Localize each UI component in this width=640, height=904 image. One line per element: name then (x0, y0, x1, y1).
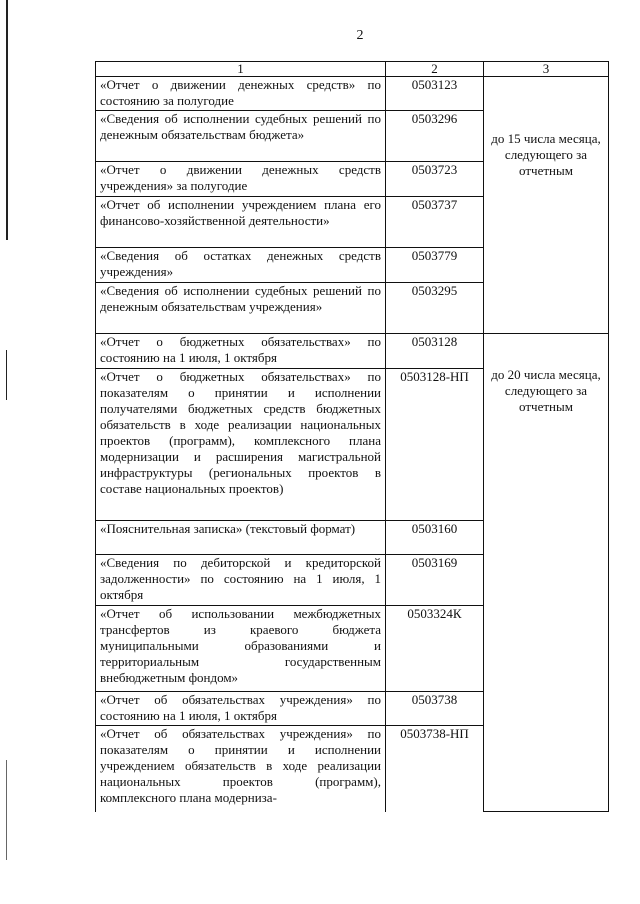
form-code: 0503779 (386, 248, 484, 283)
form-code: 0503160 (386, 521, 484, 555)
form-code: 0503295 (386, 283, 484, 334)
column-header-2: 2 (386, 62, 484, 77)
deadline-cell (484, 77, 609, 334)
form-name: «Пояснительная записка» (текстовый формат) (96, 521, 386, 555)
deadline-text: до 20 числа месяца, следующего за отчетным (491, 367, 601, 414)
form-name: «Отчет о движении денежных средств учреждения» за полугодие (96, 162, 386, 197)
form-name: «Сведения по дебиторской и кредиторской задолженности» по состоянию на 1 июля, 1 октября (96, 555, 386, 606)
page-number: 2 (356, 28, 364, 43)
deadline-text: до 15 числа месяца, следующего за отчетным (491, 131, 601, 178)
form-code: 0503123 (386, 77, 484, 111)
table-header-row (96, 62, 609, 77)
form-code: 0503737 (386, 197, 484, 248)
form-code: 0503296 (386, 111, 484, 162)
form-name: «Отчет об обязательствах учреждения» по состоянию на 1 июля, 1 октября (96, 692, 386, 726)
form-code: 0503128-НП (386, 369, 484, 521)
form-code: 0503169 (386, 555, 484, 606)
table-row (96, 334, 609, 369)
form-name: «Отчет о бюджетных обязательствах» по показателям о принятии и исполнении получателями бюджетных средств бюджетных обязательств в ходе реализации национальных проектов (программ), комплексного плана модернизации и расширения магистральной инфраструктуры (региональных проектов в составе национальных проектов) (96, 369, 386, 521)
form-name: «Сведения об исполнении судебных решений по денежным обязательствам учреждения» (96, 283, 386, 334)
column-header-3: 3 (484, 62, 609, 77)
form-code: 0503738 (386, 692, 484, 726)
form-name: «Сведения об остатках денежных средств учреждения» (96, 248, 386, 283)
deadline-cell (484, 334, 609, 812)
scan-edge-mark (6, 350, 7, 400)
form-code: 0503128 (386, 334, 484, 369)
form-name: «Сведения об исполнении судебных решений по денежным обязательствам бюджета» (96, 111, 386, 162)
scan-edge-mark (6, 760, 7, 860)
form-code: 0503723 (386, 162, 484, 197)
form-name: «Отчет о бюджетных обязательствах» по состоянию на 1 июля, 1 октября (96, 334, 386, 369)
form-name: «Отчет об использовании межбюджетных трансфертов из краевого бюджета муниципальными образованиями и территориальным государственным внебюджетным фондом» (96, 606, 386, 692)
table-row (96, 77, 609, 111)
form-code: 0503324К (386, 606, 484, 692)
form-name: «Отчет о движении денежных средств» по состоянию за полугодие (96, 77, 386, 111)
column-header-1: 1 (96, 62, 386, 77)
form-code: 0503738-НП (386, 726, 484, 812)
reporting-forms-table (95, 61, 609, 812)
form-name: «Отчет об обязательствах учреждения» по показателям о принятии и исполнении учреждением обязательств в ходе реализации национальных проектов (программ), комплексного плана модерниза- (96, 726, 386, 812)
form-name: «Отчет об исполнении учреждением плана его финансово-хозяйственной деятельности» (96, 197, 386, 248)
